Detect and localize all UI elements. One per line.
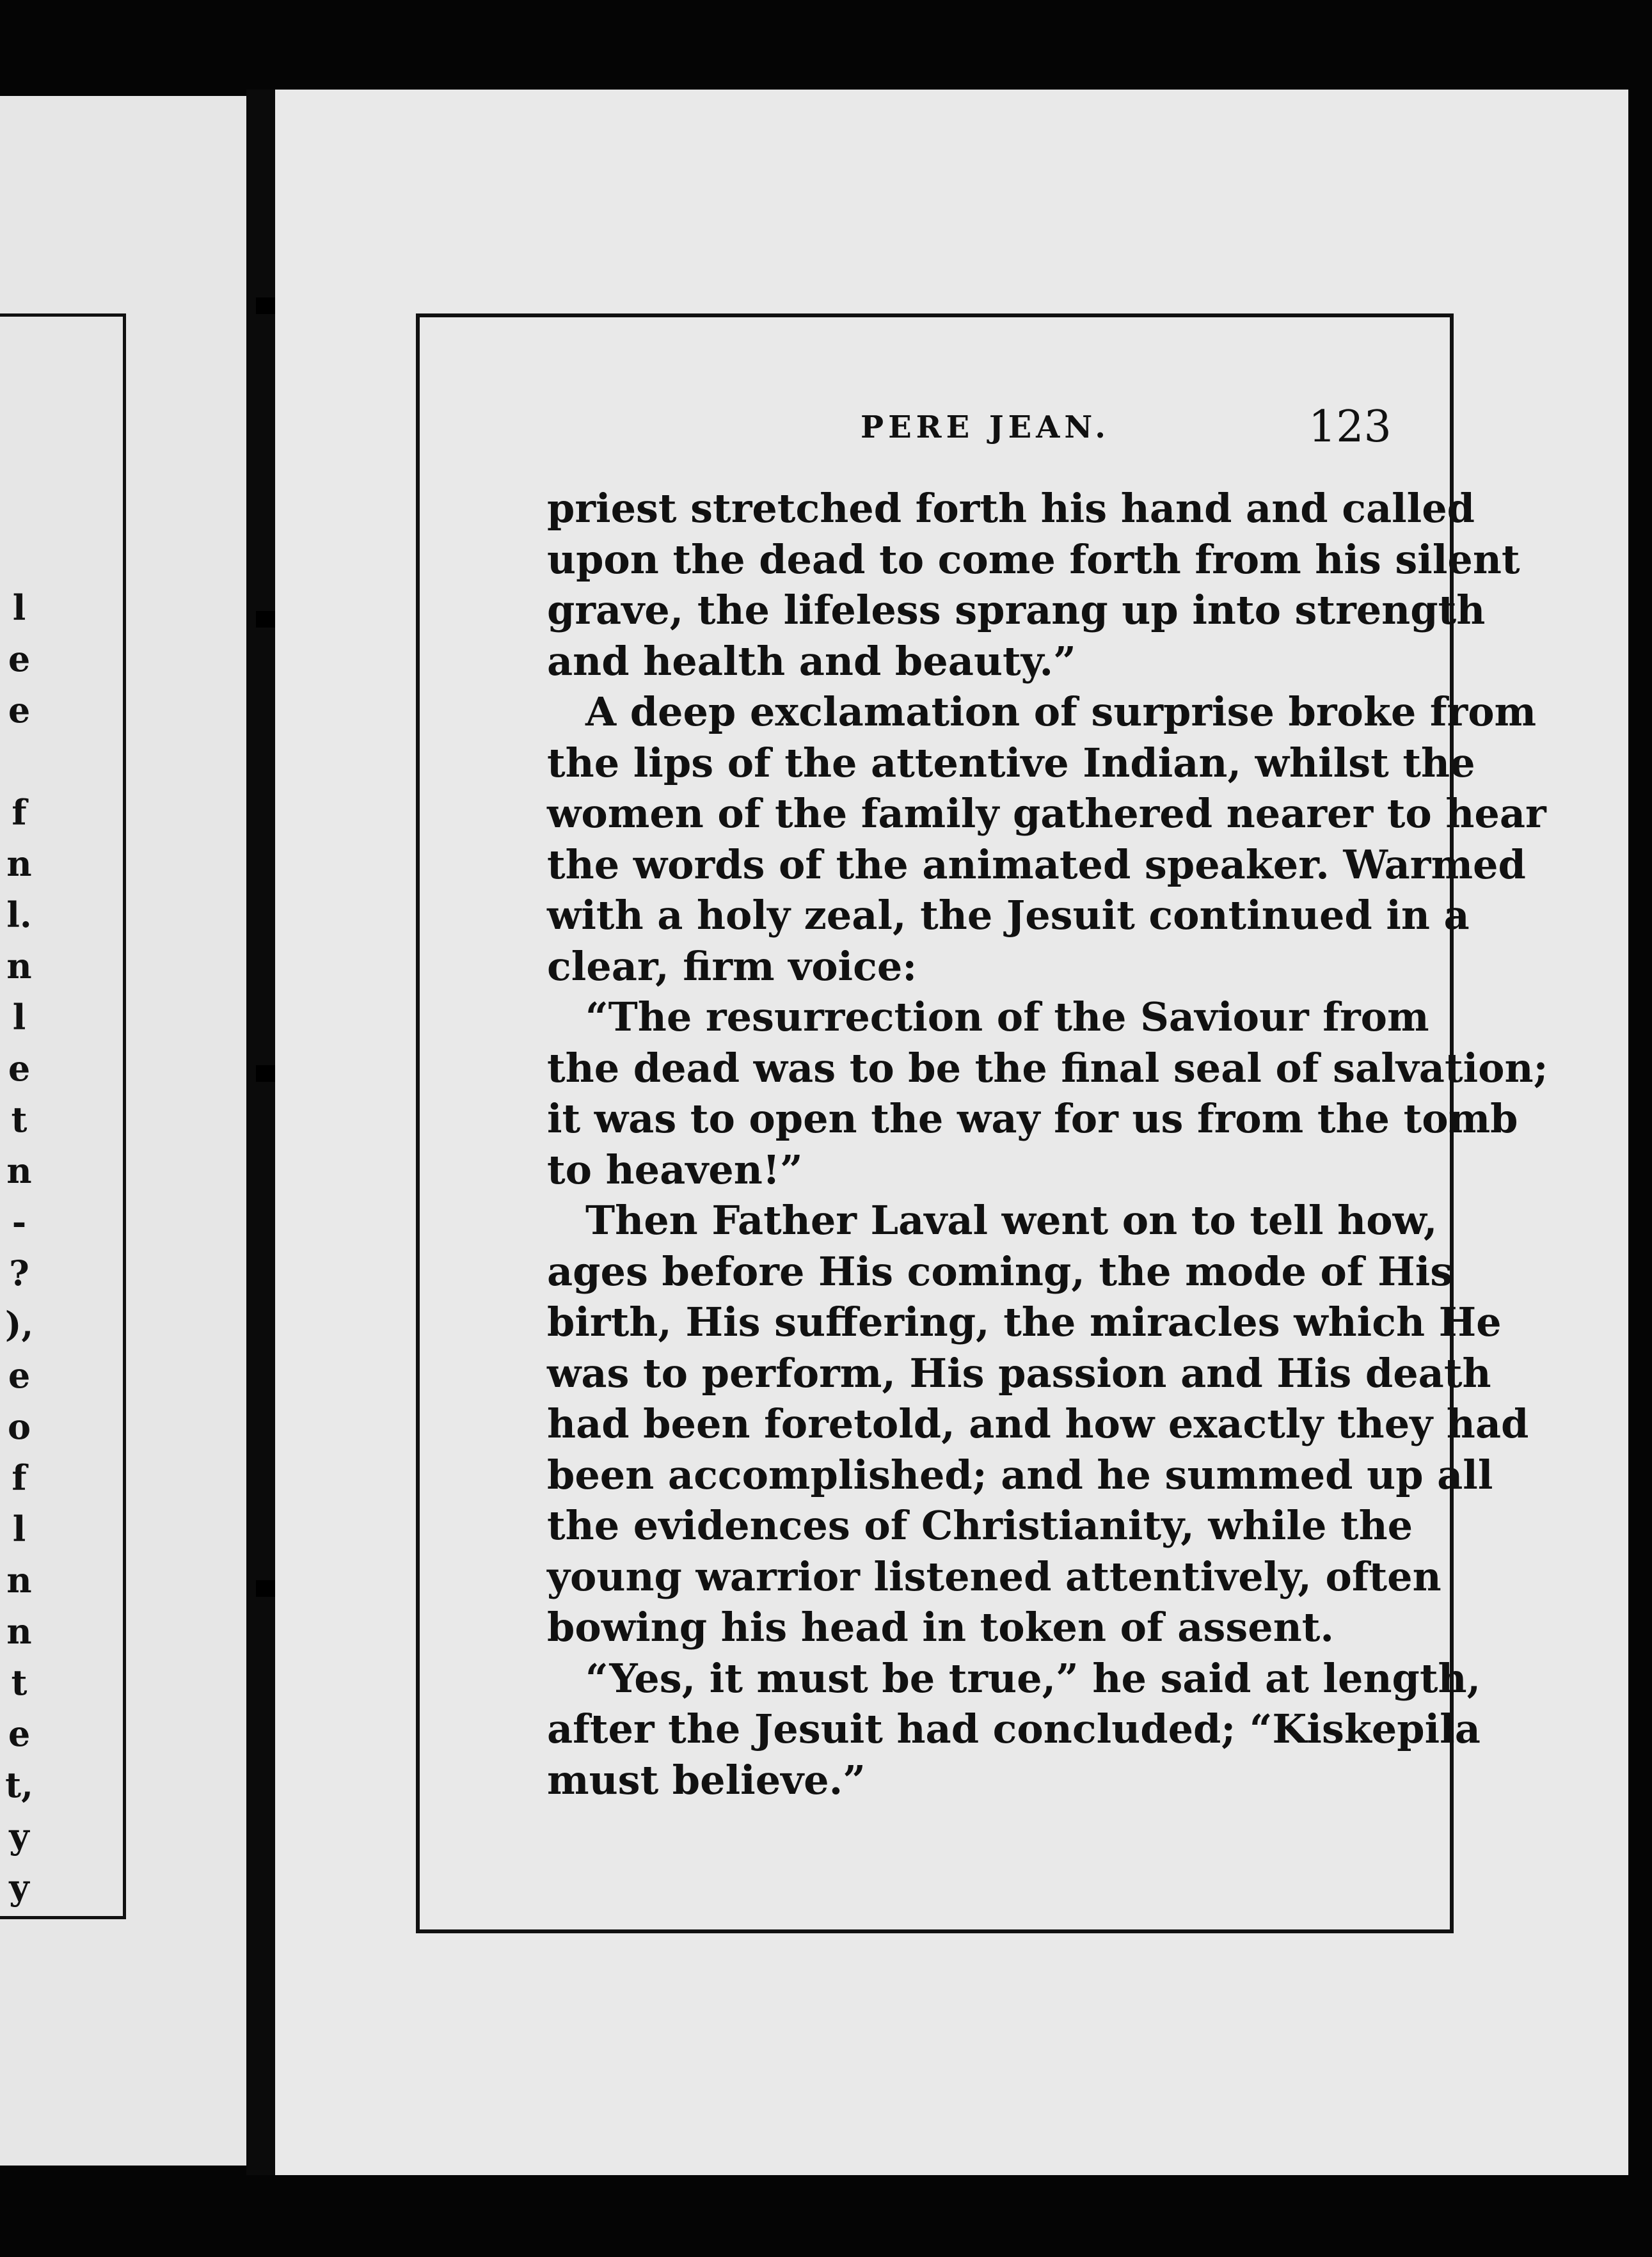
text-line: bowing his head in token of assent. — [547, 1604, 1335, 1651]
left-page-char: y — [9, 1816, 29, 1857]
text-line: the evidences of Christianity, while the — [547, 1502, 1413, 1549]
text-line: the lips of the attentive Indian, whilst the — [547, 739, 1475, 786]
left-page-char: - — [12, 1201, 27, 1242]
text-line: clear, firm voice: — [547, 942, 917, 990]
text-line: and health and beauty.” — [547, 637, 1076, 685]
text-line: Then Father Laval went on to tell how, — [585, 1197, 1438, 1244]
left-page-char: l — [12, 997, 26, 1038]
left-page-char: t — [11, 1662, 28, 1703]
left-page-char: l — [12, 1509, 26, 1549]
body-text — [547, 483, 1548, 1805]
left-page-char: f — [12, 792, 27, 833]
text-line: priest stretched forth his hand and called — [547, 485, 1475, 532]
left-page-char: n — [6, 1150, 32, 1191]
left-page-char: n — [6, 1611, 32, 1652]
left-page-char: e — [8, 1355, 31, 1396]
text-line: must believe.” — [547, 1756, 866, 1803]
left-page-char: e — [8, 638, 31, 679]
left-page-char: ? — [9, 1253, 29, 1294]
text-line: young warrior listened attentively, often — [547, 1553, 1442, 1600]
left-page — [0, 96, 246, 2166]
text-line: it was to open the way for us from the tomb — [547, 1095, 1518, 1142]
left-page-char: e — [8, 690, 31, 731]
text-line: “Yes, it must be true,” he said at length, — [585, 1654, 1481, 1702]
text-line: had been foretold, and how exactly they had — [547, 1400, 1529, 1447]
left-page-char: n — [6, 1560, 32, 1601]
running-head: PERE JEAN. — [861, 409, 1110, 445]
text-line: the dead was to be the final seal of salvation; — [547, 1044, 1548, 1091]
left-page-char — [0, 736, 38, 787]
page-number: 123 — [1308, 402, 1392, 452]
text-line: A deep exclamation of surprise broke from — [585, 688, 1537, 735]
left-page-edge-text — [0, 582, 38, 1913]
text-line: the words of the animated speaker. Warmed — [547, 841, 1526, 888]
text-line: after the Jesuit had concluded; “Kiskepila — [547, 1706, 1481, 1752]
left-page-char: l. — [6, 894, 32, 935]
text-line: ages before His coming, the mode of His — [547, 1247, 1453, 1295]
text-line: birth, His suffering, the miracles which He — [547, 1299, 1502, 1345]
left-page-char: l — [12, 587, 26, 628]
text-line: upon the dead to come forth from his silent — [547, 535, 1520, 583]
left-page-char: e — [8, 1048, 31, 1089]
left-page-char: o — [7, 1406, 31, 1447]
left-page-char: t, — [5, 1764, 33, 1805]
text-line: to heaven!” — [547, 1146, 803, 1193]
left-page-char: e — [8, 1713, 31, 1754]
text-line: with a holy zeal, the Jesuit continued in a — [547, 892, 1470, 938]
left-page-char: f — [12, 1457, 27, 1498]
left-page-char: n — [6, 843, 32, 884]
left-page-char: y — [9, 1867, 29, 1908]
left-page-char: t — [11, 1099, 28, 1140]
left-page-char: ), — [4, 1304, 34, 1345]
text-line: “The resurrection of the Saviour from — [585, 994, 1429, 1040]
text-line: was to perform, His passion and His death — [547, 1349, 1491, 1397]
text-line: grave, the lifeless sprang up into strength — [547, 587, 1486, 633]
left-page-char: n — [6, 946, 32, 986]
text-line: been accomplished; and he summed up all — [547, 1451, 1493, 1498]
text-line: women of the family gathered nearer to hear — [547, 790, 1546, 837]
